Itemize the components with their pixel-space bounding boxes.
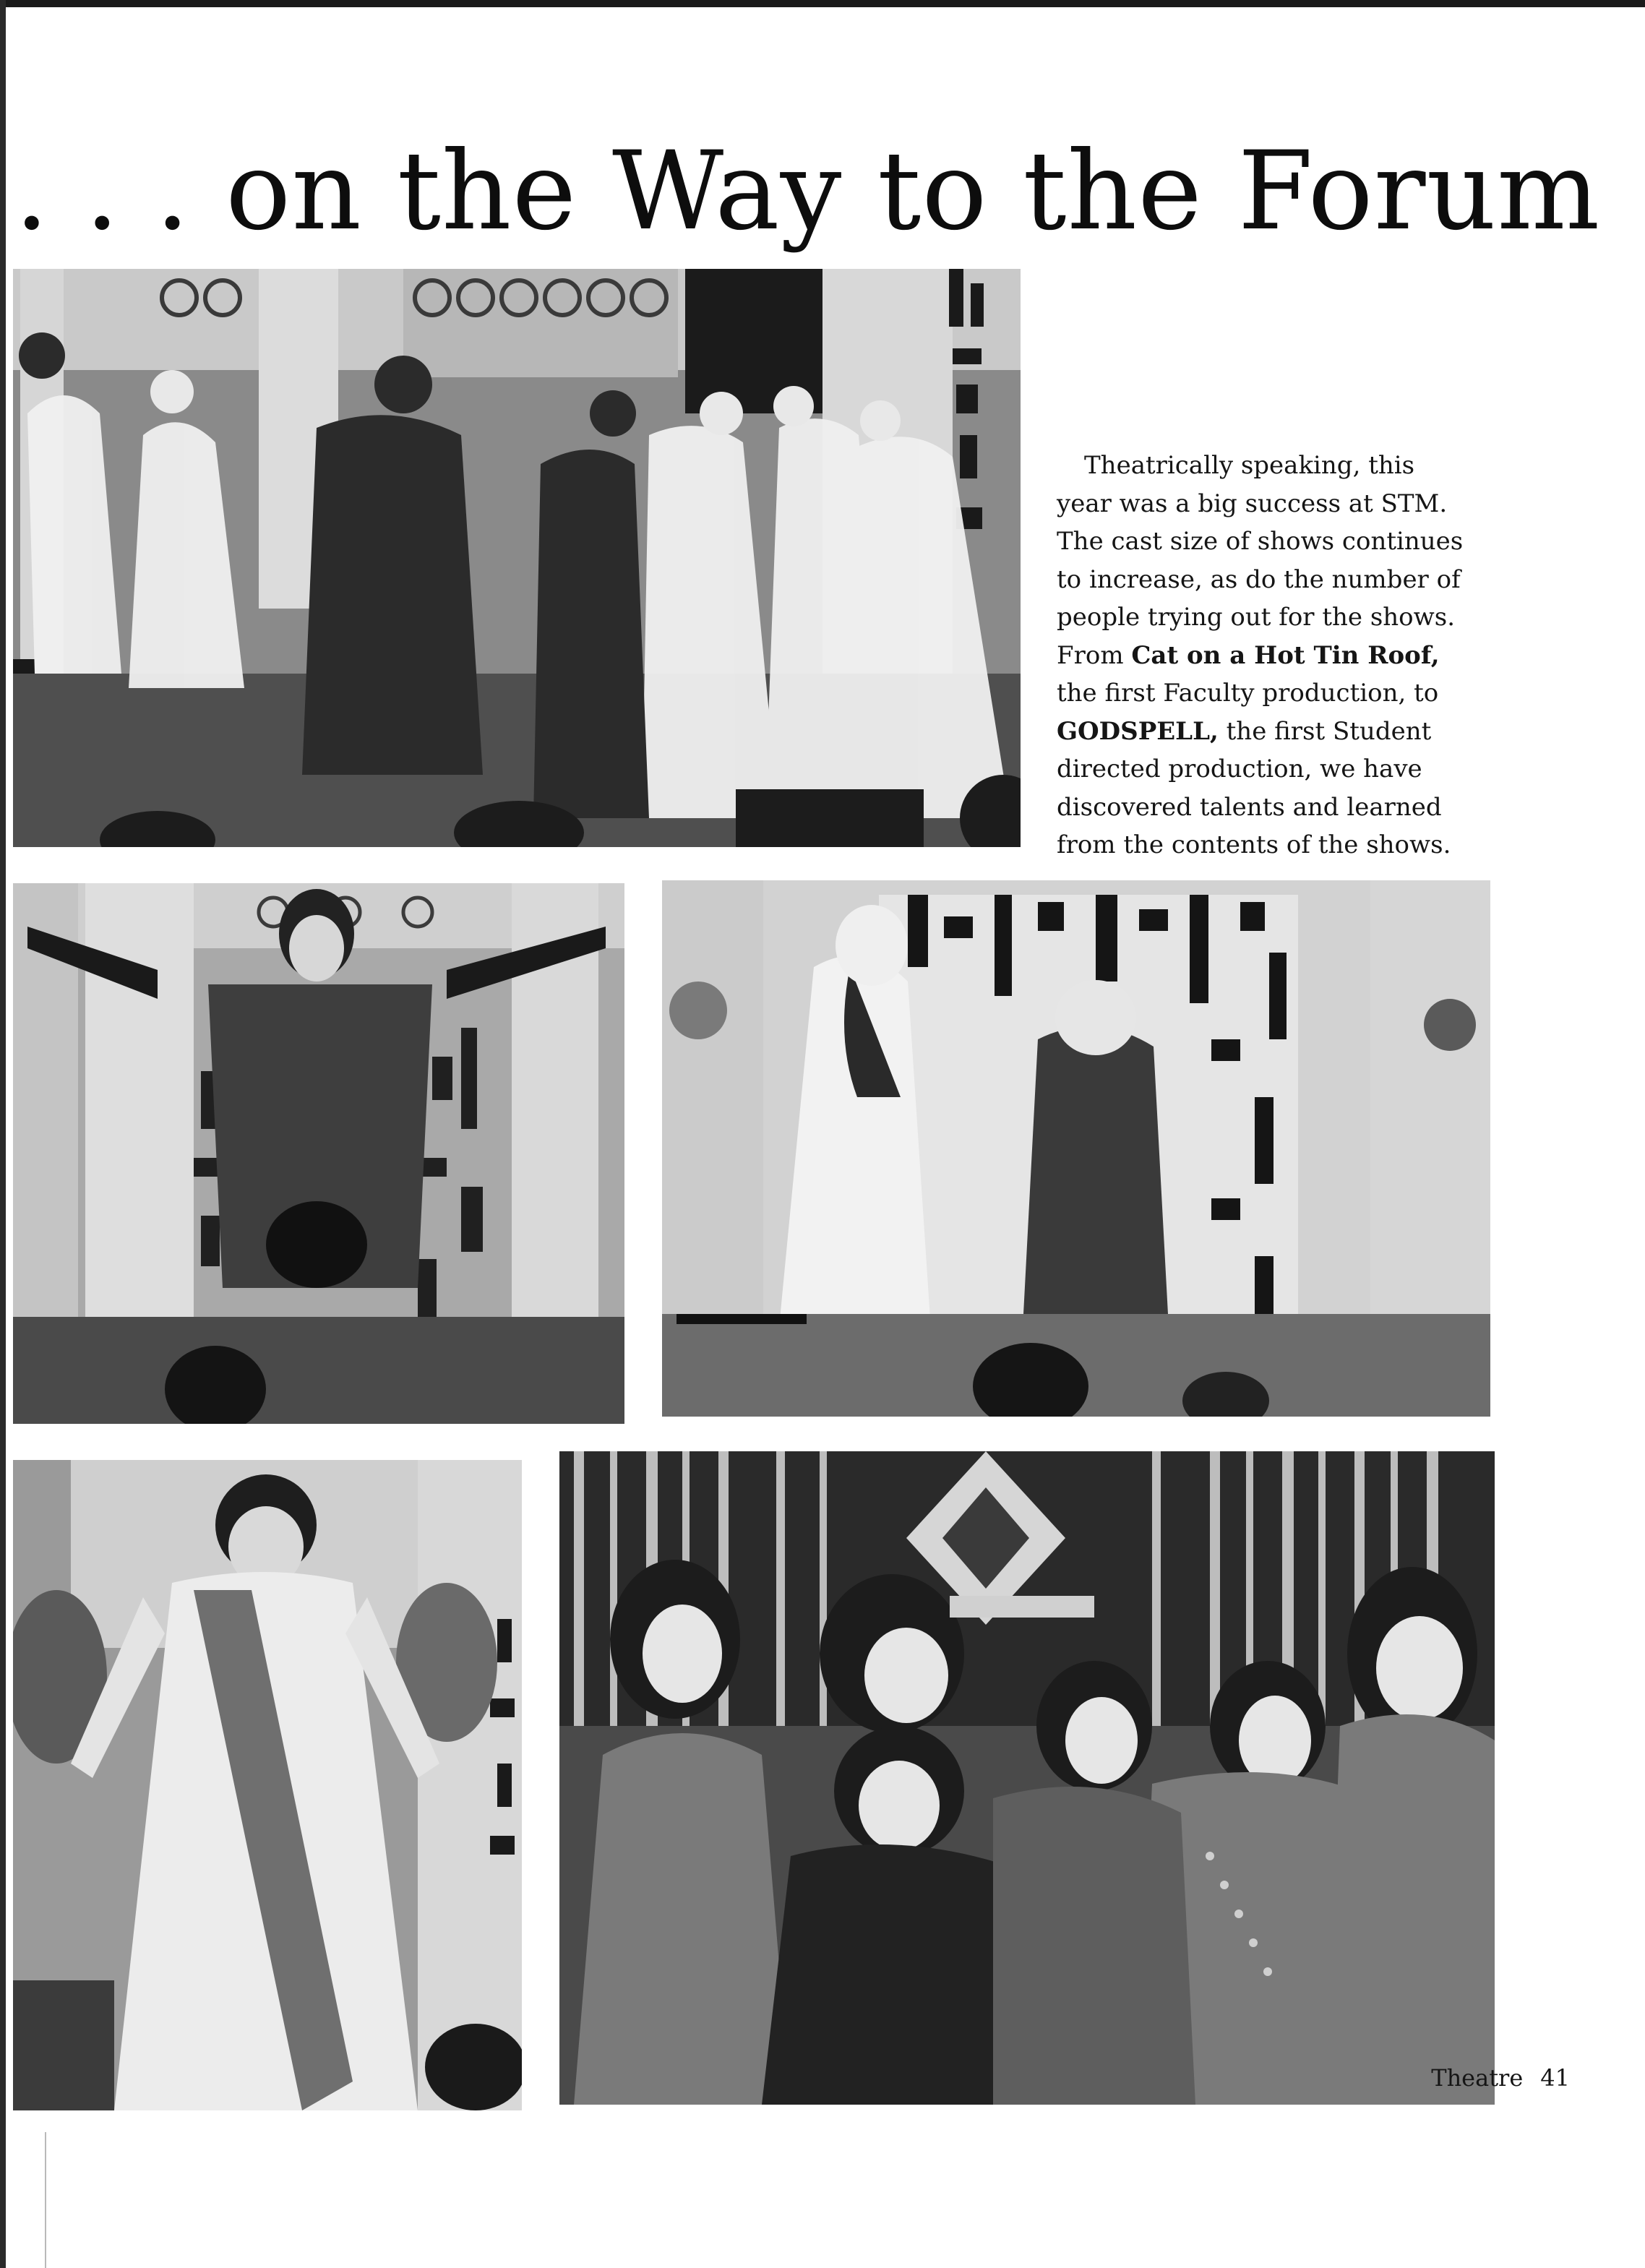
page-footer [1431, 2064, 1570, 2092]
body-line [1057, 713, 1486, 751]
page-number: 41 [1540, 2064, 1570, 2092]
body-line: Theatrically speaking, this [1084, 451, 1415, 480]
body-line: the first Faculty production, to [1057, 679, 1439, 708]
photo-two-actors-curtain [662, 880, 1490, 1417]
production-title-godspell: GODSPELL, [1057, 716, 1219, 746]
body-line-text: the first Student [1218, 716, 1432, 746]
body-line: directed production, we have [1057, 755, 1422, 783]
production-title-cat-on-a-hot-tin-roof: Cat on a Hot Tin Roof, [1131, 640, 1440, 670]
body-copy [1057, 447, 1486, 864]
photo-actor-robe [13, 1460, 522, 2110]
scan-top-edge [0, 0, 1645, 7]
photo-stage-chorus [13, 269, 1021, 847]
body-line: from the contents of the shows. [1057, 830, 1451, 859]
section-name: Theatre [1431, 2064, 1524, 2092]
body-line-text: From [1057, 640, 1132, 670]
body-line: discovered talents and learned [1057, 792, 1442, 822]
body-line: to increase, as do the number of [1057, 564, 1461, 594]
photo-group-of-performers [559, 1451, 1495, 2105]
body-line: The cast size of shows continues [1057, 527, 1464, 556]
scan-fold-line [45, 2132, 46, 2268]
body-line [1057, 637, 1486, 675]
photo-actor-arms-spread [13, 883, 624, 1424]
page-headline: . . . on the Way to the Forum [14, 129, 1601, 254]
scan-left-edge [0, 0, 6, 2268]
body-line: people trying out for the shows. [1057, 603, 1456, 632]
body-line: year was a big success at STM. [1057, 489, 1448, 518]
